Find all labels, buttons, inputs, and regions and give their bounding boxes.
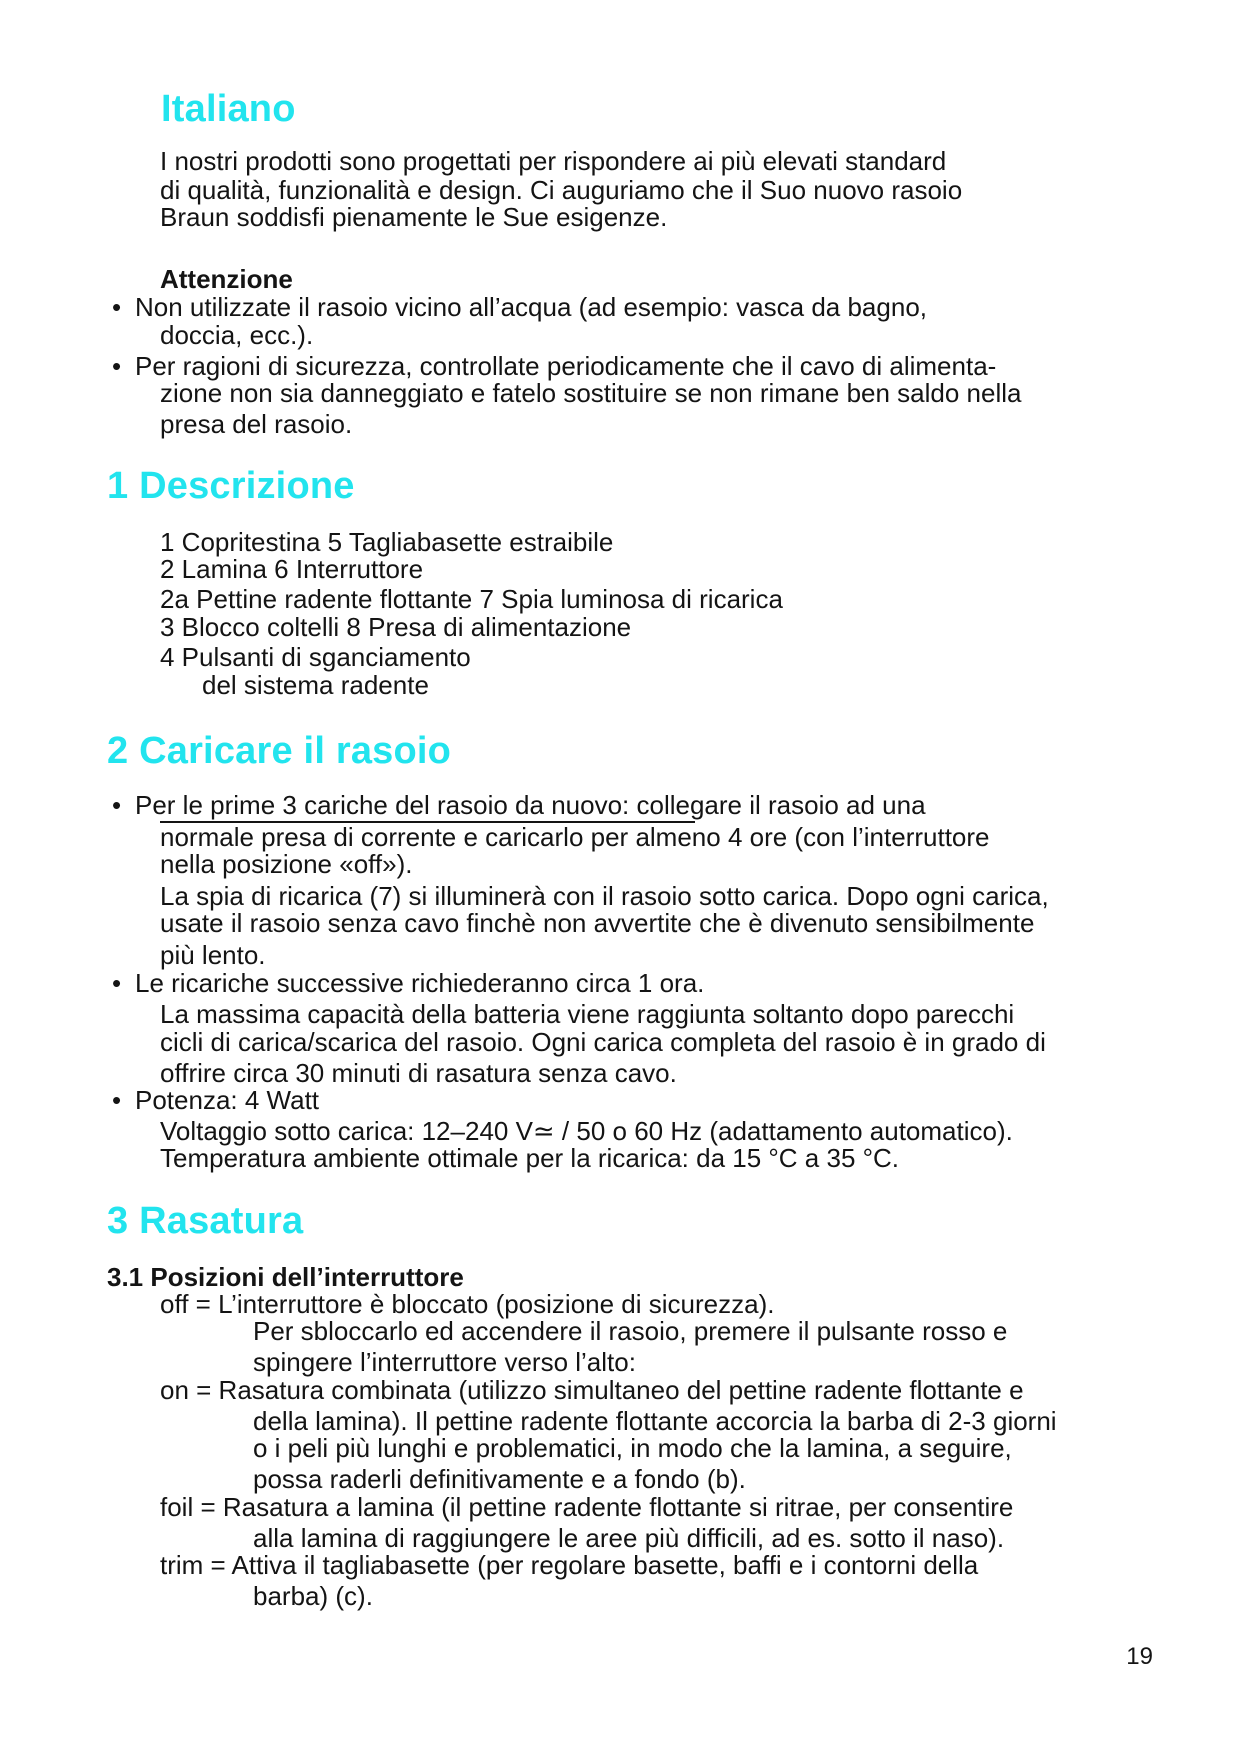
- switch-line: o i peli più lunghi e problematici, in modo che la lamina, a seguire,: [253, 1433, 1012, 1463]
- switch-line: Per sbloccarlo ed accendere il rasoio, premere il pulsante rosso e: [253, 1316, 1008, 1346]
- switch-line: barba) (c).: [253, 1581, 373, 1611]
- bullet-icon: •: [112, 790, 122, 820]
- switch-line: trim = Attiva il tagliabasette (per regolare basette, baffi e i contorni della: [160, 1550, 979, 1580]
- switch-line: possa raderli definitivamente e a fondo (b).: [253, 1464, 746, 1494]
- charging-line: Potenza: 4 Watt: [135, 1085, 320, 1115]
- charging-line: più lento.: [160, 940, 266, 970]
- charging-line: La massima capacità della batteria viene raggiunta soltanto dopo parecchi: [160, 999, 1015, 1029]
- switch-line: on = Rasatura combinata (utilizzo simultaneo del pettine radente flottante e: [160, 1375, 1024, 1405]
- bullet-icon: •: [112, 968, 122, 998]
- charging-line: La spia di ricarica (7) si illuminerà con il rasoio sotto carica. Dopo ogni carica,: [160, 881, 1049, 911]
- description-line: 2a Pettine radente flottante 7 Spia luminosa di ricarica: [160, 584, 783, 614]
- warning-line: Per ragioni di sicurezza, controllate periodicamente che il cavo di alimenta-: [135, 351, 997, 381]
- charging-line: offrire circa 30 minuti di rasatura senza cavo.: [160, 1058, 677, 1088]
- language-heading: Italiano: [161, 88, 296, 130]
- charging-line: cicli di carica/scarica del rasoio. Ogni carica completa del rasoio è in grado di: [160, 1027, 1046, 1057]
- bullet-icon: •: [112, 1085, 122, 1115]
- warning-line: Non utilizzate il rasoio vicino all’acqua (ad esempio: vasca da bagno,: [135, 292, 927, 322]
- switch-line: alla lamina di raggiungere le aree più difficili, ad es. sotto il naso).: [253, 1523, 1005, 1553]
- section-heading-rasatura: 3 Rasatura: [107, 1200, 304, 1242]
- section-heading-descrizione: 1 Descrizione: [107, 465, 355, 507]
- charging-line: Le ricariche successive richiederanno circa 1 ora.: [135, 968, 705, 998]
- charging-line: normale presa di corrente e caricarlo per almeno 4 ore (con l’interruttore: [160, 822, 990, 852]
- switch-line: foil = Rasatura a lamina (il pettine radente flottante si ritrae, per consentire: [160, 1492, 1014, 1522]
- switch-line: della lamina). Il pettine radente flottante accorcia la barba di 2-3 giorni: [253, 1406, 1057, 1436]
- charging-line: usate il rasoio senza cavo finchè non avvertite che è divenuto sensibilmente: [160, 908, 1035, 938]
- intro-line: I nostri prodotti sono progettati per rispondere ai più elevati standard: [160, 146, 947, 176]
- warning-line: zione non sia danneggiato e fatelo sostituire se non rimane ben saldo nella: [160, 378, 1022, 408]
- switch-line: off = L’interruttore è bloccato (posizione di sicurezza).: [160, 1289, 775, 1319]
- intro-line: di qualità, funzionalità e design. Ci auguriamo che il Suo nuovo rasoio: [160, 175, 963, 205]
- bullet-icon: •: [112, 292, 122, 322]
- description-line: 2 Lamina 6 Interruttore: [160, 554, 424, 584]
- warning-line: presa del rasoio.: [160, 409, 353, 439]
- warning-heading: Attenzione: [160, 264, 293, 294]
- description-line: 3 Blocco coltelli 8 Presa di alimentazione: [160, 612, 632, 642]
- subsection-heading: 3.1 Posizioni dell’interruttore: [107, 1262, 464, 1292]
- charging-line: Per le prime 3 cariche del rasoio da nuovo: collegare il rasoio ad una: [135, 790, 926, 820]
- section-heading-caricare: 2 Caricare il rasoio: [107, 730, 452, 772]
- description-line: 4 Pulsanti di sganciamento: [160, 642, 471, 672]
- charging-line: Voltaggio sotto carica: 12–240 V≃ / 50 o 60 Hz (adattamento automatico).: [160, 1116, 1013, 1146]
- warning-line: doccia, ecc.).: [160, 320, 314, 350]
- charging-line: Temperatura ambiente ottimale per la ricarica: da 15 °C a 35 °C.: [160, 1143, 900, 1173]
- switch-line: spingere l’interruttore verso l’alto:: [253, 1347, 636, 1377]
- bullet-icon: •: [112, 351, 122, 381]
- charging-line: nella posizione «off»).: [160, 849, 413, 879]
- description-line: del sistema radente: [202, 670, 429, 700]
- page-number: 19: [1126, 1643, 1153, 1670]
- description-line: 1 Copritestina 5 Tagliabasette estraibile: [160, 527, 614, 557]
- intro-line: Braun soddisfi pienamente le Sue esigenze.: [160, 202, 668, 232]
